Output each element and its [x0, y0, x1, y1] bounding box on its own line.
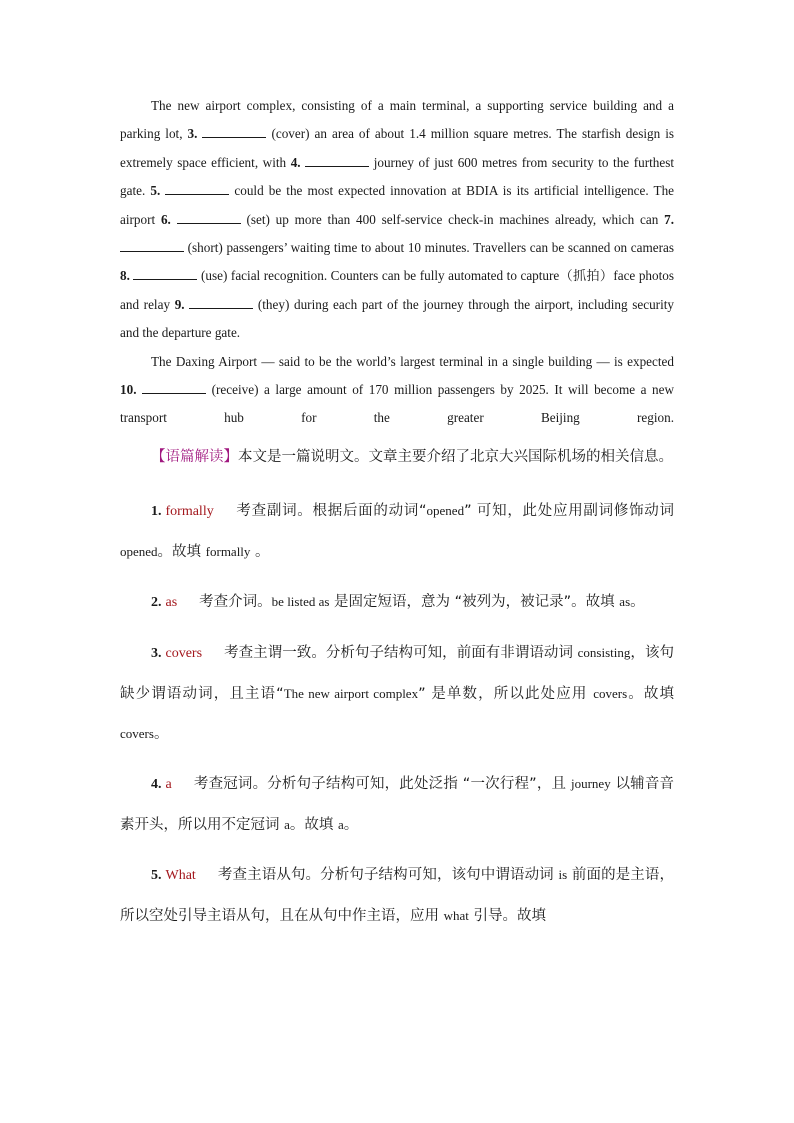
answer-explanation: 考查主谓一致。分析句子结构可知，前面有非谓语动词 [224, 644, 578, 661]
answer-english: journey [570, 775, 611, 791]
answer-english: a [284, 816, 290, 832]
blank-9 [189, 297, 253, 309]
blank-number-8: 8. [120, 268, 130, 284]
answer-english: a [338, 816, 344, 832]
passage-text: (receive) a large amount of 170 million passengers by 2025. It will become a new transport hub for the greater Beijing region. [120, 382, 675, 426]
answer-english: covers [120, 725, 154, 741]
answer-3 [120, 633, 674, 754]
answer-1 [120, 491, 674, 572]
blank-5 [165, 183, 229, 195]
passage-text: The new airport complex, consisting of a main terminal, a supporting service building and a parking lot, [120, 98, 674, 142]
answer-explanation: 。 [630, 593, 645, 610]
answer-number: 4. [151, 776, 162, 792]
answer-explanation: 考查介词。 [199, 593, 272, 610]
passage-text: could be the most expected innovation at BDIA is its artificial intelligence. The airport [120, 183, 675, 227]
answer-number: 2. [151, 594, 162, 610]
blank-number-7: 7. [664, 211, 675, 227]
reading-summary [120, 439, 674, 476]
blank-10 [142, 382, 206, 394]
answer-2 [120, 582, 674, 623]
passage-paragraph-2 [120, 348, 674, 433]
answer-word: a [165, 776, 172, 792]
answer-explanation: 考查主语从句。分析句子结构可知，该句中谓语动词 [217, 866, 559, 883]
answer-5 [120, 855, 674, 936]
answer-explanation: 以辅音音素开头，所以用不定冠词 [120, 775, 675, 833]
answer-explanation: 。故填 [627, 685, 675, 702]
answer-number: 3. [151, 645, 162, 661]
answer-english: be listed as [271, 593, 330, 609]
blank-8 [133, 268, 197, 280]
answer-english: formally [205, 543, 251, 559]
passage-text: (cover) an area of about 1.4 million square metres. The starfish design is extremely space efficient, with [120, 126, 675, 170]
answer-english: consisting [577, 644, 631, 660]
blank-number-6: 6. [160, 211, 171, 227]
answer-explanation: ” 可知，此处应用副词修饰动词 [464, 502, 674, 519]
passage-text: journey of just 600 metres from security to the furthest gate. [120, 154, 675, 199]
reading-text: 本文是一篇说明文。文章主要介绍了北京大兴国际机场的相关信息。 [238, 448, 673, 465]
answer-word: as [165, 594, 178, 610]
blank-number-9: 9. [174, 296, 185, 312]
answer-word: formally [165, 503, 214, 519]
answer-explanation: 引导。故填 [468, 907, 546, 924]
answer-english: as [619, 593, 631, 609]
answer-english: opened [426, 502, 465, 518]
answer-word: What [165, 867, 196, 883]
passage-paragraph-1 [120, 92, 674, 348]
passage-text: (use) facial recognition. Counters can be fully automated to capture（抓拍）face photos and relay [120, 268, 674, 312]
blank-3 [202, 126, 266, 138]
answer-explanation: ，该句缺少谓语动词，且主语“ [120, 644, 675, 702]
reading-tag: 【语篇解读】 [151, 448, 238, 465]
answer-english: what [443, 907, 469, 923]
answer-explanation: 。故填 [157, 543, 206, 560]
answer-number: 5. [151, 867, 162, 883]
blank-4 [305, 155, 369, 167]
passage-text: The Daxing Airport — said to be the world’s largest terminal in a single building — is expected [151, 353, 674, 369]
blank-number-3: 3. [187, 126, 198, 142]
blank-number-5: 5. [150, 183, 161, 199]
passage-text: (short) passengers’ waiting time to about 10 minutes. Travellers can be scanned on cameras [187, 240, 675, 256]
answer-explanation: 考查冠词。分析句子结构可知，此处泛指 “一次行程”，且 [193, 775, 571, 792]
answer-english: covers [593, 685, 628, 701]
answer-explanation: 前面的是主语，所以空处引导主语从句，且在从句中作主语，应用 [120, 866, 674, 924]
answer-explanation: 。故填 [289, 816, 338, 833]
answer-explanation: 。 [343, 816, 359, 833]
answer-explanation: 考查副词。根据后面的动词“ [235, 502, 427, 519]
answer-english: The new airport complex [283, 685, 419, 701]
document-page [120, 92, 674, 936]
answer-explanation: 。 [250, 543, 270, 560]
answer-number: 1. [151, 503, 162, 519]
blank-6 [177, 212, 241, 224]
blank-number-4: 4. [290, 154, 301, 170]
answer-explanation: 。 [153, 725, 169, 742]
answer-explanation: ” 是单数，所以此处应用 [418, 685, 594, 702]
blank-number-10: 10. [120, 382, 137, 398]
blank-7 [120, 240, 184, 252]
passage-text: (set) up more than 400 self-service check-in machines already, which can [246, 211, 659, 227]
answer-4 [120, 764, 674, 845]
answer-english: opened [120, 543, 158, 559]
passage-text: (they) during each part of the journey through the airport, including security and the departure gate. [120, 296, 674, 341]
answer-english: is [558, 866, 568, 882]
answer-explanation: 是固定短语，意为 “被列为，被记录”。故填 [329, 593, 620, 610]
answer-word: covers [165, 645, 203, 661]
